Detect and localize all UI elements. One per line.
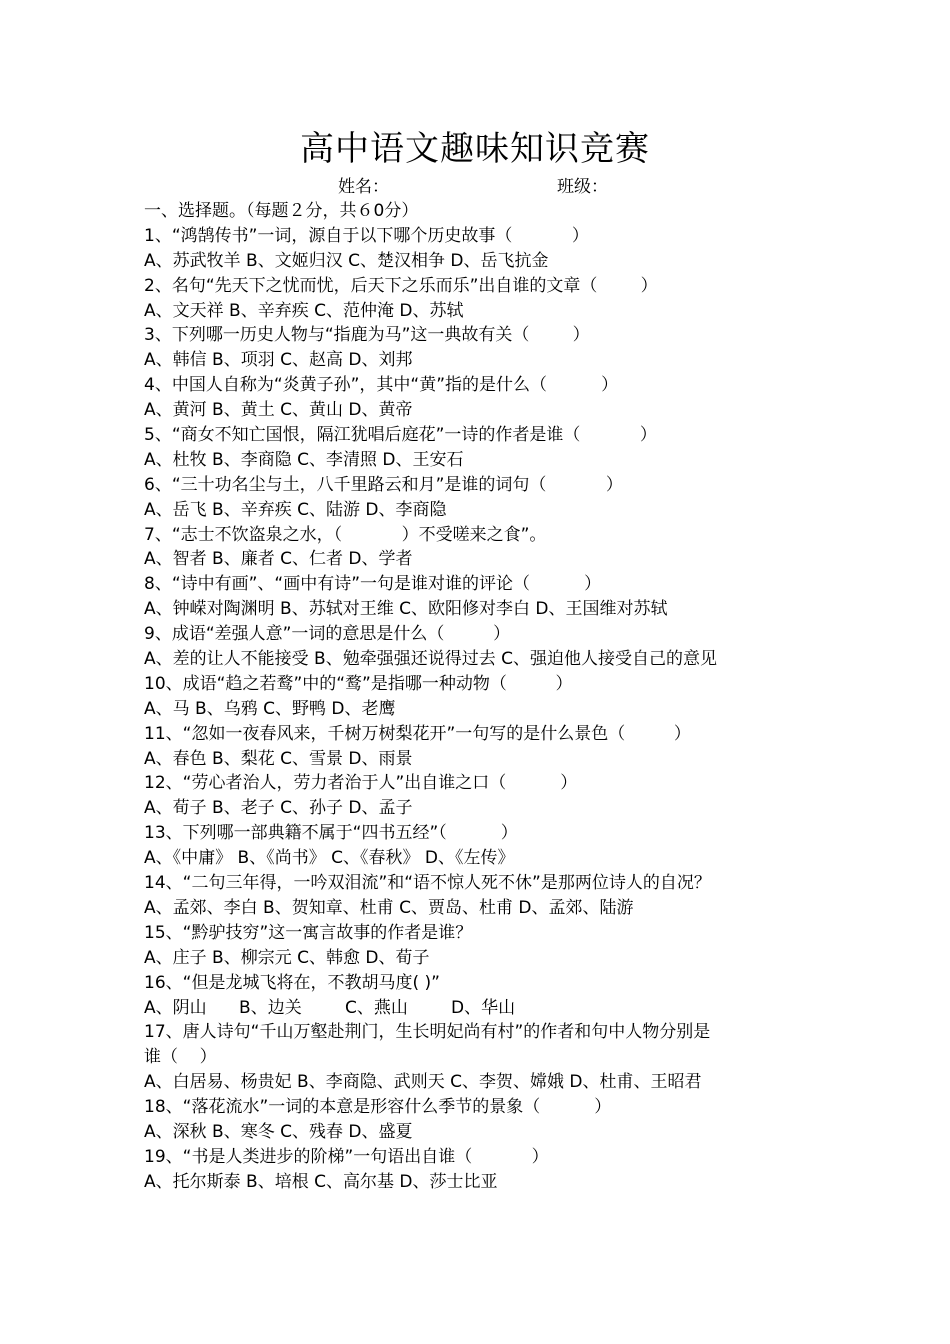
text-line: 13、下列哪一部典籍不属于“四书五经”（ ）	[144, 823, 518, 844]
text-line: A、韩信 B、项羽 C、赵高 D、刘邦	[144, 350, 413, 371]
text-line: A、孟郊、李白 B、贺知章、杜甫 C、贾岛、杜甫 D、孟郊、陆游	[144, 897, 634, 918]
text-line: 8、“诗中有画”、“画中有诗”一句是谁对谁的评论（ ）	[144, 574, 602, 595]
text-line: A、岳飞 B、辛弃疾 C、陆游 D、李商隐	[144, 499, 447, 520]
text-line: A、阴山 B、边关 C、燕山 D、华山	[144, 997, 516, 1018]
text-line: 14、“二句三年得，一吟双泪流”和“语不惊人死不休”是那两位诗人的自况？	[144, 873, 711, 894]
text-line: A、荀子 B、老子 C、孙子 D、孟子	[144, 798, 413, 819]
text-line: 3、下列哪一历史人物与“指鹿为马”这一典故有关（ ）	[144, 325, 590, 346]
text-line: A、文天祥 B、辛弃疾 C、范仲淹 D、苏轼	[144, 300, 464, 321]
class-label: 班级：	[557, 177, 608, 197]
text-line: 11、“忽如一夜春风来，千树万树梨花开”一句写的是什么景色（ ）	[144, 723, 691, 744]
text-line: 5、“商女不知亡国恨，隔江犹唱后庭花”一诗的作者是谁（ ）	[144, 425, 657, 446]
text-line: A、差的让人不能接受 B、勉牵强强还说得过去 C、强迫他人接受自己的意见	[144, 649, 717, 670]
text-line: 一、选择题。（每题２分，共６0分）	[144, 201, 419, 221]
text-line: A、深秋 B、寒冬 C、残春 D、盛夏	[144, 1121, 413, 1142]
text-line: 7、“志士不饮盗泉之水，（ ）不受嗟来之食”。	[144, 524, 547, 545]
text-line: 12、“劳心者治人，劳力者治于人”出自谁之口（ ）	[144, 773, 578, 794]
text-line: 10、成语“趋之若鹜”中的“鹜”是指哪一种动物（ ）	[144, 673, 573, 694]
text-line: A、钟嵘对陶渊明 B、苏轼对王维 C、欧阳修对李白 D、王国维对苏轼	[144, 599, 668, 620]
text-line: 2、名句“先天下之忧而忧，后天下之乐而乐”出自谁的文章（ ）	[144, 275, 658, 296]
text-line: A、庄子 B、柳宗元 C、韩愈 D、荀子	[144, 947, 430, 968]
text-line: A、白居易、杨贵妃 B、李商隐、武则天 C、李贺、嫦娥 D、杜甫、王昭君	[144, 1072, 702, 1093]
text-line: A、托尔斯泰 B、培根 C、高尔基 D、莎士比亚	[144, 1171, 498, 1192]
text-line: 18、“落花流水”一词的本意是形容什么季节的景象（ ）	[144, 1097, 612, 1118]
text-line: 16、“但是龙城飞将在，不教胡马度( )”	[144, 972, 440, 993]
student-info-row	[0, 175, 950, 199]
text-line: 6、“三十功名尘与土，八千里路云和月”是谁的词句（ ）	[144, 474, 623, 495]
text-line: A、杜牧 B、李商隐 C、李清照 D、王安石	[144, 449, 464, 470]
text-line: 9、成语“差强人意”一词的意思是什么（ ）	[144, 624, 511, 645]
name-label: 姓名：	[338, 177, 389, 197]
text-line: 1、“鸿鹄传书”一词，源自于以下哪个历史故事（ ）	[144, 225, 589, 246]
text-line: A、马 B、乌鸦 C、野鸭 D、老鹰	[144, 698, 396, 719]
text-line: 17、唐人诗句“千山万壑赴荆门，生长明妃尚有村”的作者和句中人物分别是	[144, 1022, 711, 1043]
page-title: 高中语文趣味知识竞赛	[300, 129, 650, 169]
text-line: 15、“黔驴技穷”这一寓言故事的作者是谁？	[144, 922, 473, 943]
text-line: 谁（ ）	[144, 1047, 217, 1068]
text-line: A、《中庸》 B、《尚书》 C、《春秋》 D、《左传》	[144, 848, 515, 869]
text-line: 19、“书是人类进步的阶梯”一句语出自谁（ ）	[144, 1146, 549, 1167]
text-line: 4、中国人自称为“炎黄子孙”，其中“黄”指的是什么（ ）	[144, 375, 619, 396]
text-line: A、春色 B、梨花 C、雪景 D、雨景	[144, 748, 413, 769]
text-line: A、智者 B、廉者 C、仁者 D、学者	[144, 549, 413, 570]
text-line: A、黄河 B、黄土 C、黄山 D、黄帝	[144, 400, 413, 421]
text-line: A、苏武牧羊 B、文姬归汉 C、楚汉相争 D、岳飞抗金	[144, 250, 549, 271]
question-list	[144, 199, 844, 1195]
